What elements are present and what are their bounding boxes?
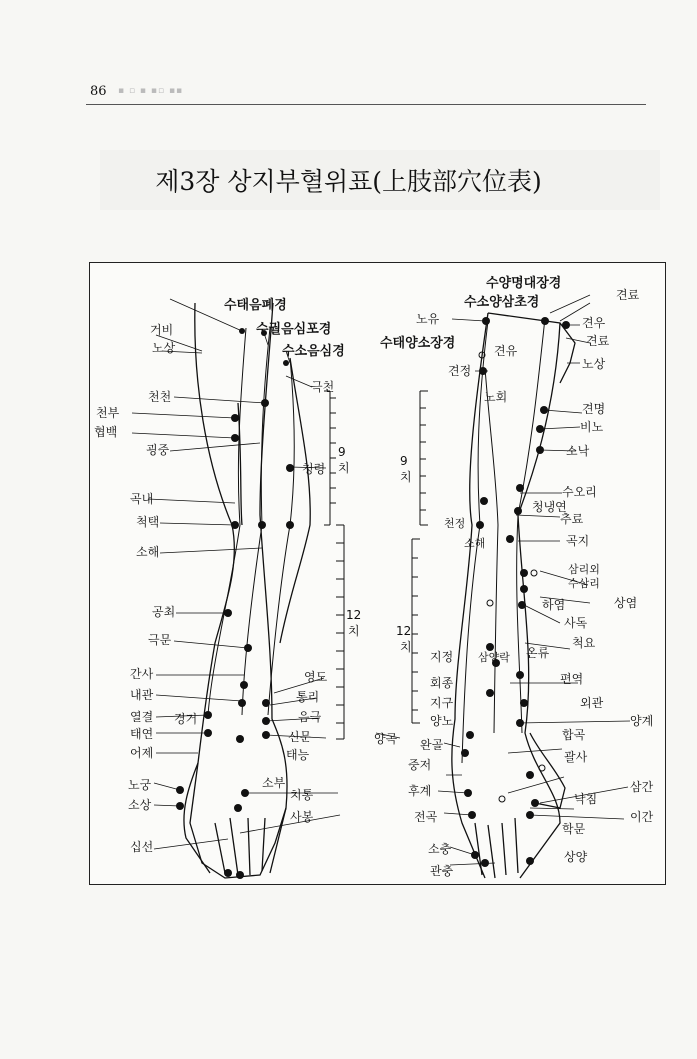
right-meridian-small-intestine: 수태양소장경 bbox=[380, 336, 456, 351]
chapter-title: 제3장 상지부혈위표(上肢部穴位表) bbox=[155, 167, 542, 196]
label-cheoktaek: 척택 bbox=[136, 515, 160, 529]
left-scale-lower-number: 12 bbox=[346, 608, 362, 622]
acupoint-open-dots bbox=[479, 352, 545, 802]
label-sangyeom: 상염 bbox=[614, 596, 638, 610]
acupoint-figure bbox=[89, 262, 666, 885]
label-hayeom: 하염 bbox=[542, 598, 566, 612]
label-chitong: 치통 bbox=[290, 788, 314, 802]
right-scale-upper-unit: 치 bbox=[400, 470, 412, 484]
label-cheongnaengyeon: 청냉연 bbox=[532, 500, 567, 514]
label-sonak: 소낙 bbox=[566, 444, 590, 458]
label-churyo: 추료 bbox=[560, 512, 584, 526]
label-jijeong: 지정 bbox=[430, 650, 454, 664]
right-scale-lower-unit: 치 bbox=[400, 640, 412, 654]
label-taereung: 태능 bbox=[286, 748, 310, 762]
label-cheoncheon: 천천 bbox=[148, 390, 172, 404]
label-gyeonyu: 견유 bbox=[494, 344, 518, 358]
running-head-bleed: ▪ ▫ ▪ ▪▫ ▪▪ bbox=[118, 86, 184, 96]
label-gyeongjung: 굉중 bbox=[146, 443, 170, 457]
label-eumgeuk: 음극 bbox=[298, 710, 322, 724]
right-scale-upper-number: 9 bbox=[400, 454, 408, 468]
left-scale-lower-unit: 치 bbox=[348, 624, 360, 638]
label-cheongnyeong: 청령 bbox=[302, 462, 326, 476]
right-meridian-triple-burner: 수소양삼초경 bbox=[464, 295, 540, 310]
label-hyeopbaek: 협백 bbox=[94, 425, 118, 439]
label-eoje: 어제 bbox=[130, 746, 154, 760]
label-nosang-right: 노상 bbox=[582, 357, 606, 371]
label-sosang: 소상 bbox=[128, 798, 152, 812]
label-hapgok: 합곡 bbox=[562, 728, 586, 742]
label-yeolgyeol: 열결 bbox=[130, 710, 154, 724]
label-gwalsa: 괄사 bbox=[564, 750, 588, 764]
label-hugye: 후계 bbox=[408, 784, 432, 798]
left-scale-upper-unit: 치 bbox=[338, 461, 350, 475]
label-taeyeon: 태연 bbox=[130, 727, 154, 741]
label-gyeongeo: 경거 bbox=[174, 712, 198, 726]
label-oegwan: 외관 bbox=[580, 696, 604, 710]
label-bino: 비노 bbox=[580, 420, 604, 434]
label-jungjeo: 중저 bbox=[408, 758, 432, 772]
header-rule bbox=[86, 104, 646, 105]
label-sochung: 소충 bbox=[428, 842, 452, 856]
label-yangno: 양노 bbox=[430, 714, 454, 728]
label-nakchim: 낙침 bbox=[574, 792, 598, 806]
label-sangyang: 상양 bbox=[564, 850, 588, 864]
label-samni-oe: 삼리외 bbox=[568, 563, 600, 576]
label-cheogyo: 척요 bbox=[572, 636, 596, 650]
label-cheonbu: 천부 bbox=[96, 406, 120, 420]
label-yanggye: 양계 bbox=[630, 714, 654, 728]
label-sabong: 사봉 bbox=[290, 810, 314, 824]
label-geobi: 거비 bbox=[150, 323, 174, 337]
label-sobu: 소부 bbox=[262, 776, 286, 790]
label-jeongok: 전곡 bbox=[414, 810, 438, 824]
label-gyeonu: 견우 bbox=[582, 316, 606, 330]
label-nogung: 노궁 bbox=[128, 778, 152, 792]
label-hoejong: 회종 bbox=[430, 676, 454, 690]
label-gansa: 간사 bbox=[130, 667, 154, 681]
meridian-lines bbox=[208, 318, 545, 763]
left-meridian-heart: 수소음심경 bbox=[282, 344, 345, 359]
label-sadok: 사독 bbox=[564, 616, 588, 630]
label-samyangnak: 삼양락 bbox=[478, 651, 510, 664]
label-gyeonjeong: 견정 bbox=[448, 364, 472, 378]
label-jigu: 지구 bbox=[430, 696, 454, 710]
label-yeongdo: 영도 bbox=[304, 670, 328, 684]
label-susamni: 수삼리 bbox=[568, 577, 600, 590]
label-sohae-left: 소해 bbox=[136, 545, 160, 559]
label-ollyu: 온류 bbox=[526, 646, 550, 660]
label-suori: 수오리 bbox=[562, 485, 597, 499]
label-naegwan: 내관 bbox=[130, 688, 154, 702]
label-pyeonyeok: 편역 bbox=[560, 672, 584, 686]
right-meridian-large-intestine: 수양명대장경 bbox=[486, 276, 562, 291]
right-scale-lower-number: 12 bbox=[396, 624, 412, 638]
measurement-scales bbox=[324, 391, 428, 739]
label-gyeonmyeong: 견명 bbox=[582, 402, 606, 416]
label-yanggok: 양곡 bbox=[374, 732, 398, 746]
page-number: 86 bbox=[90, 84, 107, 99]
label-geungmun: 극문 bbox=[148, 633, 172, 647]
label-cheonjeong: 천정 bbox=[444, 517, 466, 530]
label-noyu: 노유 bbox=[416, 312, 440, 326]
label-geukcheon: 극천 bbox=[311, 380, 335, 394]
label-igan: 이간 bbox=[630, 810, 654, 824]
label-sinmun: 신문 bbox=[288, 730, 312, 744]
left-scale-upper-number: 9 bbox=[338, 445, 346, 459]
label-gyeollyo-top: 견료 bbox=[616, 288, 640, 302]
left-meridian-lung: 수태음폐경 bbox=[224, 298, 287, 313]
left-meridian-pericardium: 수궐음심포경 bbox=[256, 322, 332, 337]
label-nosang-left: 노상 bbox=[152, 341, 176, 355]
label-gongchoe: 공최 bbox=[152, 605, 176, 619]
label-gwanchung: 관충 bbox=[430, 864, 454, 878]
leader-lines bbox=[132, 295, 630, 865]
label-wangol: 완골 bbox=[420, 738, 444, 752]
label-sipseon: 십선 bbox=[130, 840, 154, 854]
label-tongri: 통리 bbox=[296, 690, 320, 704]
label-gokji: 곡지 bbox=[566, 534, 590, 548]
label-samgan: 삼간 bbox=[630, 780, 654, 794]
label-guknae: 곡내 bbox=[130, 492, 154, 506]
label-gyeollyo-lower: 견료 bbox=[586, 334, 610, 348]
label-sohae-right: 소해 bbox=[464, 537, 486, 550]
label-hangmun: 학문 bbox=[562, 822, 586, 836]
label-nohoe: 노회 bbox=[484, 390, 508, 404]
